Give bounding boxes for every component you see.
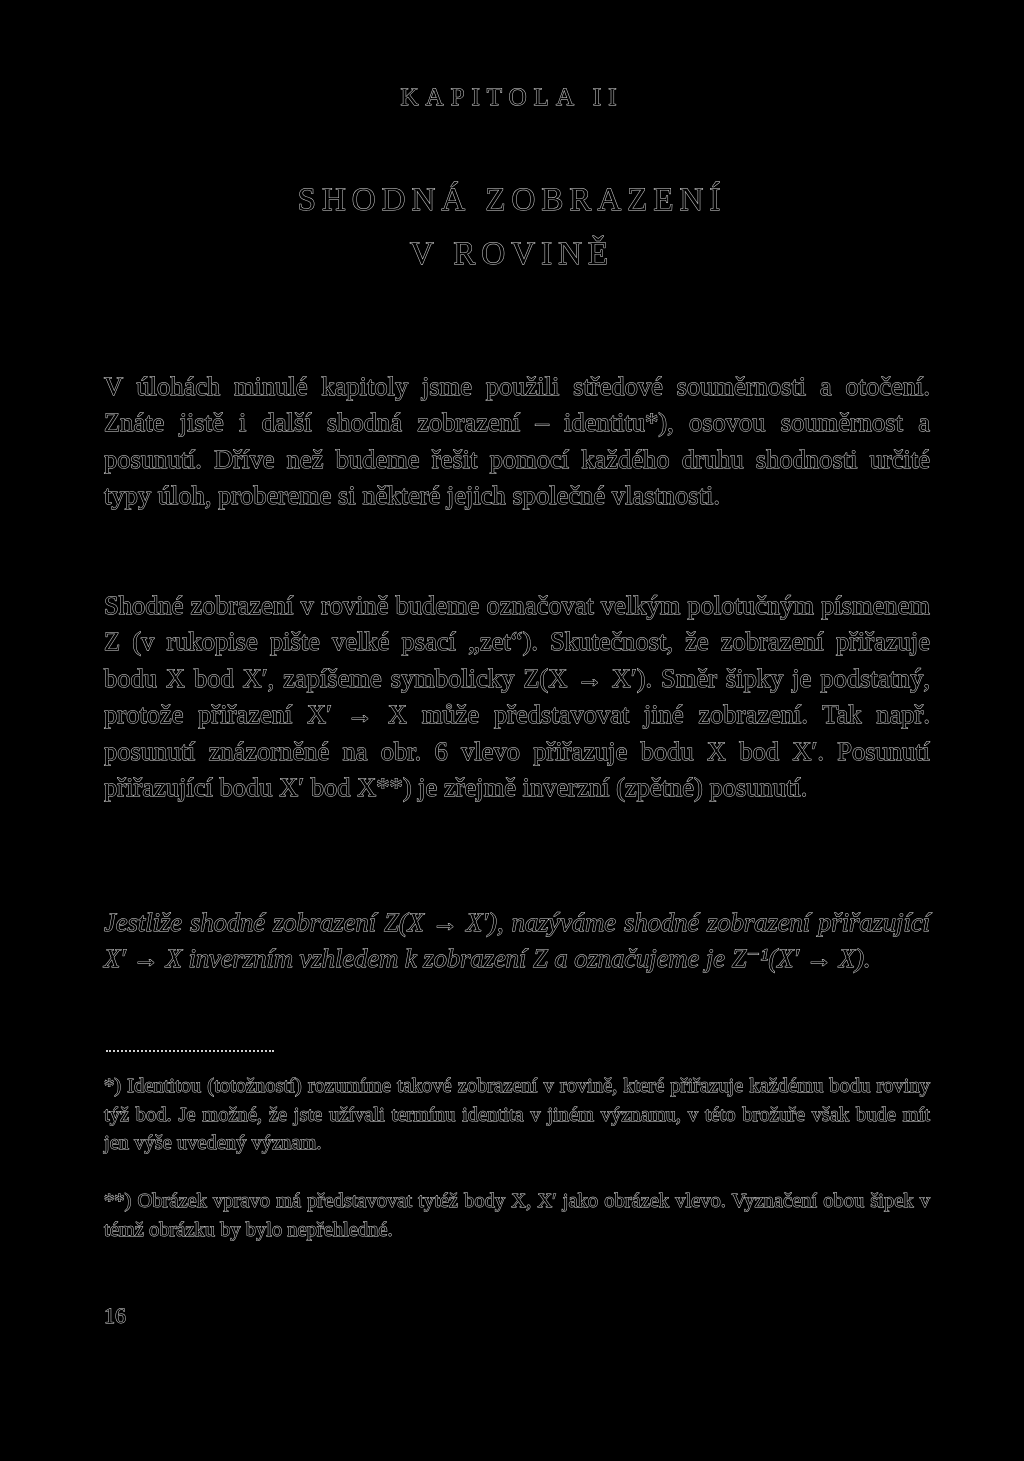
footnote-2: **) Obrázek vpravo má představovat tytéž body X, X′ jako obrázek vlevo. Vyznačení obou šipek v témž obrázku by bylo nepřehledné. — [104, 1190, 930, 1241]
body-paragraph-1: V úlohách minulé kapitoly jsme použili středové souměrnosti a otočení. Znáte jistě i další shodná zobrazení – identitu*), osovou souměrnost a posunutí. Dříve než budeme řešit pomocí každého druhu shodnosti určité typy úloh, probereme si některé jejich společné vlastnosti. — [104, 371, 930, 511]
footnote-separator — [106, 1050, 274, 1052]
chapter-title-line-1: SHODNÁ ZOBRAZENÍ — [297, 182, 727, 218]
page-number: 16 — [104, 1303, 126, 1328]
chapter-label: KAPITOLA II — [400, 84, 624, 111]
body-paragraph-2: Shodné zobrazení v rovině budeme označovat velkým polotučným písmenem Z (v rukopise pište velké psací „zet“). Skutečnost, že zobrazení přiřazuje bodu X bod X′, zapíšeme symbolicky Z(X → X′). Směr šipky je podstatný, protože přiřazení X′ → X může představovat jiné zobrazení. Tak např. posunutí znázorněné na obr. 6 vlevo přiřazuje bodu X bod X′. Posunutí přiřazující bodu X′ bod X**) je zřejmě inverzní (zpětné) posunutí. — [104, 590, 930, 803]
chapter-title-line-2: V ROVINĚ — [409, 236, 615, 272]
definition-paragraph: Jestliže shodné zobrazení Z(X → X′), nazýváme shodné zobrazení přiřazující X′ → X inverzním vzhledem k zobrazení Z a označujeme je Z⁻¹(X′ → X). — [104, 907, 930, 974]
footnote-1: *) Identitou (totožností) rozumíme takové zobrazení v rovině, které přiřazuje každému bodu roviny týž bod. Je možné, že jste užívali termínu identita v jiném významu, v této brožuře však bude mít jen výše uvedený význam. — [104, 1075, 930, 1155]
